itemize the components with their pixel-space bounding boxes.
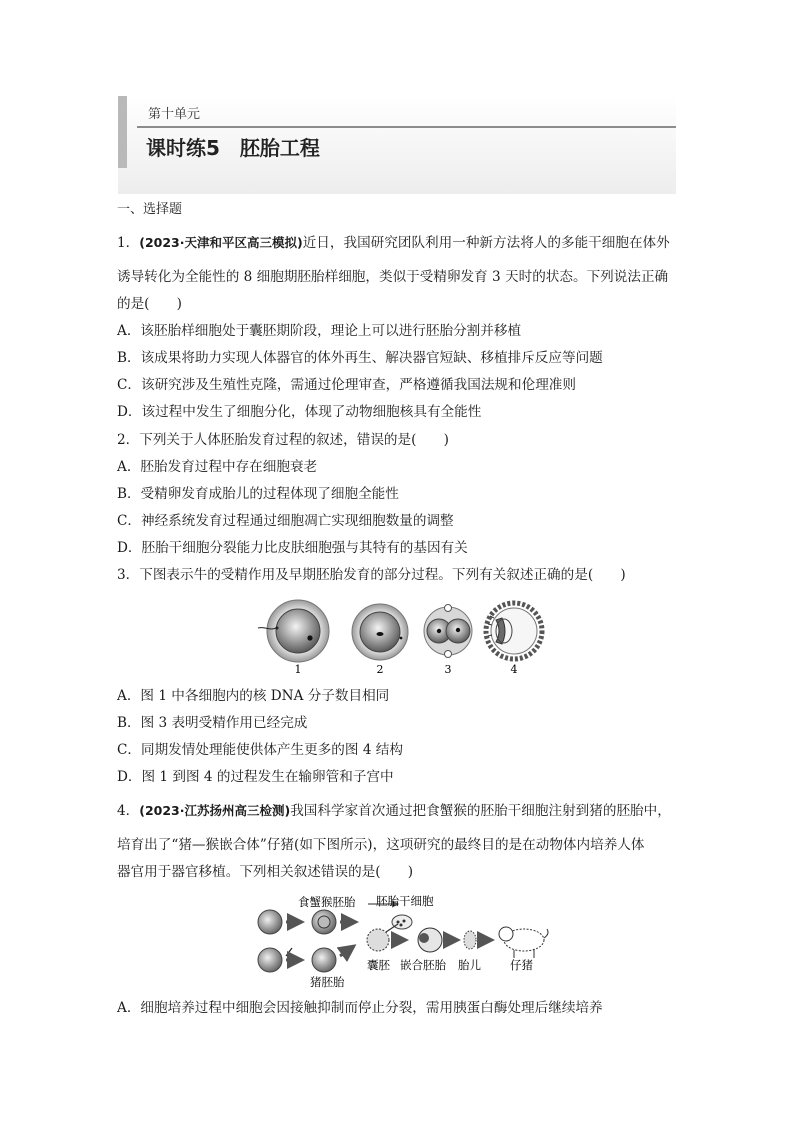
question-number: 1． (117, 235, 140, 251)
option-b: B．受精卵发育成胎儿的过程体现了细胞全能性 (117, 486, 399, 502)
option-b: B．该成果将助力实现人体器官的体外再生、解决器官短缺、移植排斥反应等问题 (117, 350, 603, 366)
label-fetus: 胎儿 (458, 958, 481, 972)
banner-accent-bar (118, 96, 127, 168)
label-monkey-embryo: 食蟹猴胚胎 (298, 895, 356, 909)
option-a: A．胚胎发育过程中存在细胞衰老 (117, 459, 318, 475)
question-1-line-3: 的是( ) (117, 296, 182, 312)
label-blastocyst: 囊胚 (367, 958, 390, 972)
option-c: C．同期发情处理能使供体产生更多的图 4 结构 (117, 742, 403, 758)
figure-label-2: 2 (376, 663, 384, 676)
option-d: D．该过程中发生了细胞分化，体现了动物细胞核具有全能性 (117, 404, 482, 420)
label-chimera: 嵌合胚胎 (400, 958, 446, 972)
figure-label-3: 3 (444, 663, 452, 676)
option-b: B．图 3 表明受精作用已经完成 (117, 715, 308, 731)
figure-label-1: 1 (294, 663, 302, 676)
cell-diagram-1 (258, 600, 329, 662)
piglet-icon (499, 927, 548, 958)
option-d: D．图 1 到图 4 的过程发生在输卵管和子宫中 (117, 769, 394, 785)
option-c: C．该研究涉及生殖性克隆，需通过伦理审查，严格遵循我国法规和伦理准则 (117, 377, 576, 393)
question-1-line-2: 诱导转化为全能性的 8 细胞期胚胎样细胞，类似于受精卵发育 3 天时的状态。下列说法正确 (117, 269, 669, 285)
option-c: C．神经系统发育过程通过细胞凋亡实现细胞数量的调整 (117, 513, 454, 529)
question-text: 近日，我国研究团队利用一种新方法将人的多能干细胞在体外 (302, 235, 670, 251)
option-a: A．图 1 中各细胞内的核 DNA 分子数目相同 (117, 688, 390, 704)
cell-diagram-3 (424, 605, 472, 658)
question-text: 我国科学家首次通过把食蟹猴的胚胎干细胞注射到猪的胚胎中， (290, 803, 671, 819)
question-4-line-2: 培育出了“猪—猴嵌合体”仔猪(如下图所示)，这项研究的最终目的是在动物体内培养人体 (117, 837, 645, 853)
label-pig-embryo: 猪胚胎 (310, 975, 345, 988)
label-piglet: 仔猪 (510, 958, 533, 972)
option-d: D．胚胎干细胞分裂能力比皮肤细胞强与其特有的基因有关 (117, 540, 468, 556)
question-source: (2023·天津和平区高三模拟) (139, 235, 303, 250)
label-es-cells: 胚胎干细胞 (376, 894, 434, 908)
question-1-line-1 (117, 234, 670, 252)
question-number: 4． (117, 803, 140, 819)
section-heading: 一、选择题 (117, 202, 183, 217)
cell-diagram-4 (486, 603, 542, 659)
question-source: (2023·江苏扬州高三检测) (139, 803, 291, 818)
cell-diagram-2 (352, 604, 408, 660)
banner-divider (137, 126, 676, 128)
question-4-line-3: 器官用于器官移植。下列相关叙述错误的是( ) (117, 864, 414, 880)
question-4-line-1 (117, 802, 671, 820)
unit-label: 第十单元 (148, 107, 201, 122)
lesson-title: 课时练5 胚胎工程 (146, 136, 320, 160)
question-2-stem: 2．下列关于人体胚胎发育过程的叙述，错误的是( ) (117, 432, 449, 448)
option-a: A．该胚胎样细胞处于囊胚期阶段，理论上可以进行胚胎分割并移植 (117, 323, 522, 339)
question-3-stem: 3．下图表示牛的受精作用及早期胚胎发育的部分过程。下列有关叙述正确的是( ) (117, 567, 626, 583)
chimera-figure (252, 890, 552, 988)
figure-label-4: 4 (510, 663, 518, 676)
option-a: A．细胞培养过程中细胞会因接触抑制而停止分裂，需用胰蛋白酶处理后继续培养 (117, 1000, 603, 1016)
fertilization-figure (240, 598, 550, 680)
